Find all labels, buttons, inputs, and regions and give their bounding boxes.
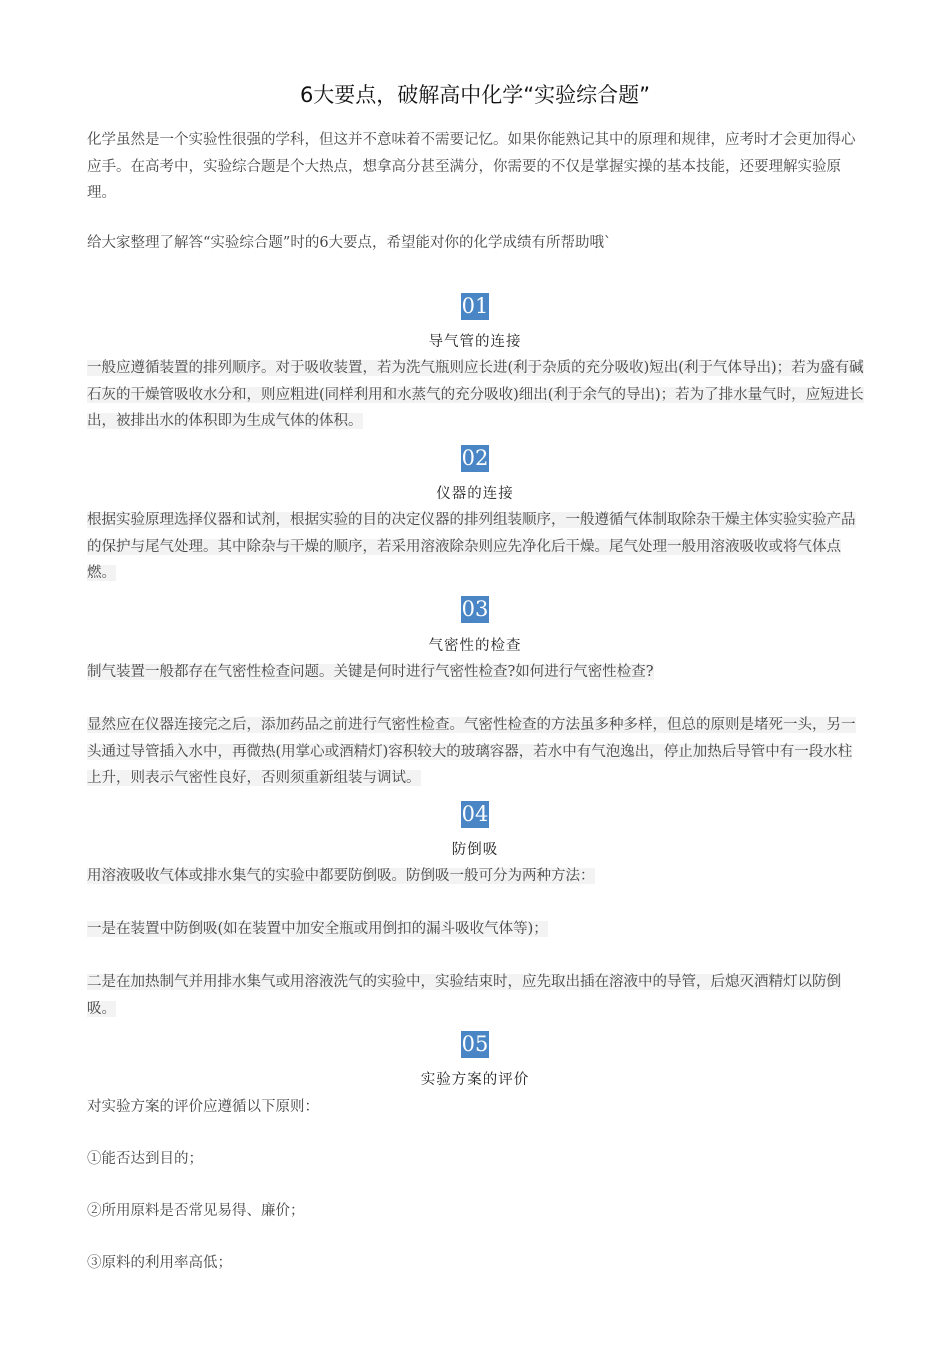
section-number-badge: 02 bbox=[461, 446, 489, 470]
highlighted-text: 二是在加热制气并用排水集气或用溶液洗气的实验中，实验结束时，应先取出插在溶液中的导管，后熄灭酒精灯以防倒吸。 bbox=[87, 974, 841, 1017]
highlighted-text: 用溶液吸收气体或排水集气的实验中都要防倒吸。防倒吸一般可分为两种方法： bbox=[87, 868, 595, 884]
highlighted-text: 制气装置一般都存在气密性检查问题。关键是何时进行气密性检查?如何进行气密性检查? bbox=[87, 664, 654, 680]
section-number-badge: 03 bbox=[461, 597, 489, 621]
section-heading: 仪器的连接 bbox=[436, 486, 514, 502]
highlighted-text: 显然应在仪器连接完之后，添加药品之前进行气密性检查。气密性检查的方法虽多种多样，但总的原则是堵死一头，另一头通过导管插入水中，再微热(用掌心或酒精灯)容积较大的玻璃容器，若水中有气泡逸出，停止加热后导管中有一段水柱上升，则表示气密性良好，否则须重新组装与调试。 bbox=[87, 717, 856, 786]
section-paragraph bbox=[87, 863, 865, 890]
section-paragraph bbox=[87, 355, 865, 435]
highlighted-text: 根据实验原理选择仪器和试剂，根据实验的目的决定仪器的排列组装顺序，一般遵循气体制取除杂干燥主体实验实验产品的保护与尾气处理。其中除杂与干燥的顺序，若采用溶液除杂则应先净化后干燥。尾气处理一般用溶液吸收或将气体点燃。 bbox=[87, 512, 856, 581]
highlighted-text: 一般应遵循装置的排列顺序。对于吸收装置，若为洗气瓶则应长进(利于杂质的充分吸收)短出(利于气体导出)；若为盛有碱石灰的干燥管吸收水分和，则应粗进(同样利用和水蒸气的充分吸收)细出(利于余气的导出)；若为了排水量气时，应短进长出，被排出水的体积即为生成气体的体积。 bbox=[87, 360, 864, 429]
list-item: ②所用原料是否常见易得、廉价； bbox=[87, 1203, 305, 1219]
section-heading: 防倒吸 bbox=[451, 842, 499, 858]
list-item: ③原料的利用率高低； bbox=[87, 1255, 232, 1271]
section-paragraph bbox=[87, 916, 865, 943]
intro-paragraph-2: 给大家整理了解答“实验综合题”时的6大要点，希望能对你的化学成绩有所帮助哦` bbox=[87, 235, 612, 251]
section-number-badge: 04 bbox=[461, 802, 489, 826]
section-heading: 气密性的检查 bbox=[428, 638, 522, 654]
intro-paragraph: 化学虽然是一个实验性很强的学科，但这并不意味着不需要记忆。如果你能熟记其中的原理和规律，应考时才会更加得心应手。在高考中，实验综合题是个大热点，想拿高分甚至满分，你需要的不仅是掌握实操的基本技能，还要理解实验原理。 bbox=[87, 132, 856, 201]
section-paragraph: 对实验方案的评价应遵循以下原则： bbox=[87, 1099, 319, 1115]
section-number-badge: 05 bbox=[461, 1032, 489, 1056]
page-title: 6大要点，破解高中化学“实验综合题” bbox=[299, 83, 651, 107]
section-paragraph bbox=[87, 712, 865, 792]
section-paragraph bbox=[87, 507, 865, 587]
section-paragraph bbox=[87, 969, 865, 1022]
section-paragraph bbox=[87, 659, 865, 686]
highlighted-text: 一是在装置中防倒吸(如在装置中加安全瓶或用倒扣的漏斗吸收气体等)； bbox=[87, 921, 548, 937]
section-number-badge: 01 bbox=[461, 294, 489, 318]
section-heading: 实验方案的评价 bbox=[420, 1072, 530, 1088]
list-item: ①能否达到目的； bbox=[87, 1151, 203, 1167]
section-heading: 导气管的连接 bbox=[428, 334, 522, 350]
